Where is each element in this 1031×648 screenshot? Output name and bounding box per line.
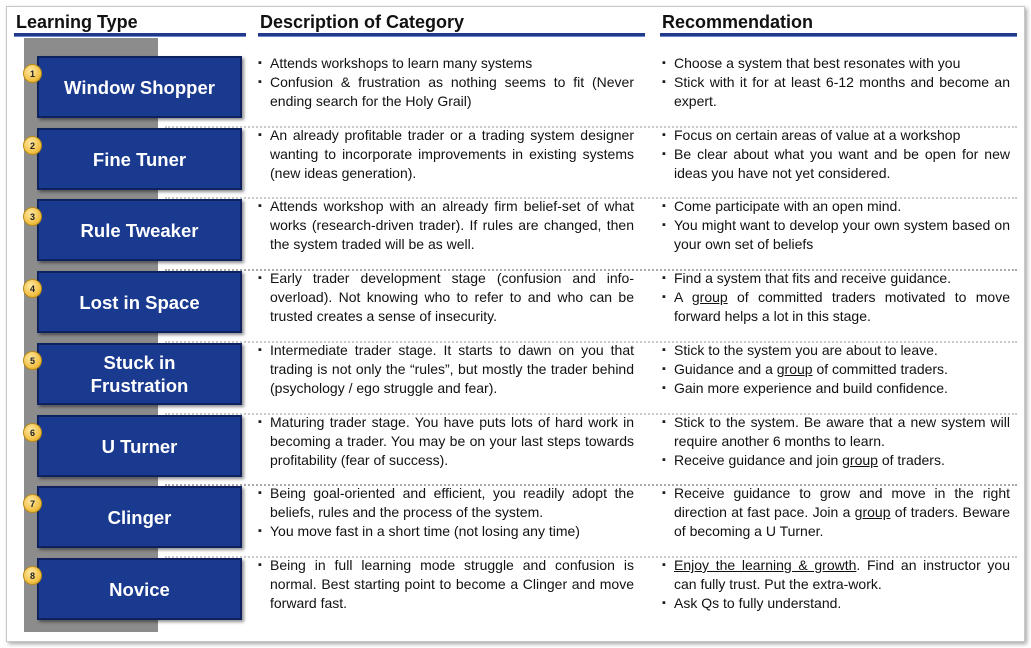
bullet-item bbox=[258, 73, 634, 111]
bullet-item bbox=[662, 379, 1010, 398]
header-description: Description of Category bbox=[260, 12, 465, 32]
bullet-text: Intermediate trader stage. It starts to dawn on you that trading is not only the “rules”, but mostly the trader behind (psychology / ego struggle and fear). bbox=[270, 342, 634, 396]
bullet-icon: ▪ bbox=[258, 344, 262, 356]
bullet-text: Stick to the system you are about to leave. bbox=[674, 342, 938, 358]
bullet-text: Ask Qs to fully understand. bbox=[674, 595, 842, 611]
bullet-item bbox=[258, 484, 634, 522]
bullet-item bbox=[258, 197, 634, 254]
recommendation-cell bbox=[662, 269, 1010, 326]
bullet-icon: ▪ bbox=[258, 57, 262, 69]
description-cell bbox=[258, 556, 634, 613]
bullet-icon: ▪ bbox=[662, 200, 666, 212]
bullet-item bbox=[258, 413, 634, 470]
underlined-text: group bbox=[854, 504, 891, 520]
bullet-icon: ▪ bbox=[662, 219, 666, 231]
learning-type-label: U Turner bbox=[101, 435, 178, 457]
bullet-text: Being goal-oriented and efficient, you readily adopt the beliefs, rules and the process of the system. bbox=[270, 485, 634, 520]
bullet-text: Find a system that fits and receive guidance. bbox=[674, 270, 952, 286]
bullet-text: Confusion & frustration as nothing seems to fit (Never ending search for the Holy Grail) bbox=[270, 74, 634, 109]
bullet-icon: ▪ bbox=[662, 382, 666, 394]
bullet-item bbox=[662, 73, 1010, 111]
bullet-text: Come participate with an open mind. bbox=[674, 198, 902, 214]
bullet-icon: ▪ bbox=[662, 148, 666, 160]
bullet-item bbox=[258, 341, 634, 398]
recommendation-cell bbox=[662, 126, 1010, 183]
recommendation-cell bbox=[662, 341, 1010, 398]
learning-type-tile bbox=[37, 558, 242, 620]
bullet-text: Choose a system that best resonates with you bbox=[674, 55, 961, 71]
bullet-item bbox=[662, 484, 1010, 541]
bullet-item bbox=[662, 451, 1010, 470]
description-cell bbox=[258, 126, 634, 183]
bullet-item bbox=[662, 54, 1010, 73]
bullet-item bbox=[258, 522, 634, 541]
bullet-text: Be clear about what you want and be open for new ideas you have not yet considered. bbox=[674, 146, 1010, 181]
description-cell bbox=[258, 484, 634, 541]
bullet-text: You might want to develop your own system based on your own set of beliefs bbox=[674, 217, 1010, 252]
bullet-text: A group of committed traders motivated to move forward helps a lot in this stage. bbox=[674, 289, 1010, 324]
bullet-text: Attends workshops to learn many systems bbox=[270, 55, 533, 71]
learning-type-tile bbox=[37, 415, 242, 477]
bullet-item bbox=[662, 197, 1010, 216]
learning-type-tile bbox=[37, 56, 242, 118]
bullet-item bbox=[662, 594, 1010, 613]
bullet-icon: ▪ bbox=[662, 454, 666, 466]
bullet-item bbox=[662, 341, 1010, 360]
bullet-text: Receive guidance to grow and move in the right direction at fast pace. Join a group of traders. Beware of becoming a U Turner. bbox=[674, 485, 1010, 539]
bullet-icon: ▪ bbox=[258, 200, 262, 212]
bullet-item bbox=[662, 145, 1010, 183]
bullet-icon: ▪ bbox=[662, 57, 666, 69]
bullet-item bbox=[258, 556, 634, 613]
recommendation-cell bbox=[662, 413, 1010, 470]
bullet-icon: ▪ bbox=[258, 487, 262, 499]
bullet-icon: ▪ bbox=[662, 597, 666, 609]
recommendation-cell bbox=[662, 54, 1010, 111]
row-number-badge: 4 bbox=[23, 279, 42, 298]
bullet-text: Stick with it for at least 6-12 months and become an expert. bbox=[674, 74, 1010, 109]
bullet-icon: ▪ bbox=[258, 129, 262, 141]
learning-type-label: Fine Tuner bbox=[92, 148, 187, 170]
learning-type-label: Window Shopper bbox=[64, 76, 215, 98]
bullet-text: Attends workshop with an already firm belief-set of what works (research-driven trader). If rules are changed, then the system traded will be as well. bbox=[270, 198, 634, 252]
bullet-text: Enjoy the learning & growth. Find an instructor you can fully trust. Put the extra-work. bbox=[674, 557, 1010, 592]
recommendation-cell bbox=[662, 556, 1010, 613]
bullet-item bbox=[662, 216, 1010, 254]
recommendation-cell bbox=[662, 484, 1010, 541]
bullet-icon: ▪ bbox=[662, 76, 666, 88]
bullet-item bbox=[662, 556, 1010, 594]
learning-type-tile bbox=[37, 199, 242, 261]
bullet-item bbox=[662, 126, 1010, 145]
description-cell bbox=[258, 413, 634, 470]
learning-type-tile bbox=[37, 128, 242, 190]
bullet-item bbox=[662, 413, 1010, 451]
bullet-icon: ▪ bbox=[258, 76, 262, 88]
bullet-item bbox=[258, 54, 634, 73]
description-cell bbox=[258, 269, 634, 326]
bullet-text: An already profitable trader or a trading system designer wanting to incorporate improvements in existing systems (new ideas generation). bbox=[270, 127, 634, 181]
bullet-icon: ▪ bbox=[662, 344, 666, 356]
underlined-text: group bbox=[691, 289, 728, 305]
bullet-icon: ▪ bbox=[258, 416, 262, 428]
underlined-text: group bbox=[842, 452, 878, 468]
learning-type-tile bbox=[37, 271, 242, 333]
bullet-item bbox=[258, 269, 634, 326]
row-number-badge: 1 bbox=[23, 64, 42, 83]
header-learning-type: Learning Type bbox=[16, 12, 138, 32]
row-number-badge: 7 bbox=[23, 494, 42, 513]
row-number-badge: 6 bbox=[23, 423, 42, 442]
row-number-badge: 8 bbox=[23, 566, 42, 585]
underlined-text: Enjoy the learning & growth bbox=[674, 557, 857, 573]
bullet-text: Focus on certain areas of value at a workshop bbox=[674, 127, 961, 143]
recommendation-cell bbox=[662, 197, 1010, 254]
header-underline-rec bbox=[660, 33, 1017, 37]
bullet-icon: ▪ bbox=[662, 487, 666, 499]
learning-type-label: Stuck in Frustration bbox=[90, 352, 189, 396]
bullet-text: Stick to the system. Be aware that a new system will require another 6 months to learn. bbox=[674, 414, 1010, 449]
learning-type-label: Rule Tweaker bbox=[80, 219, 199, 241]
header-underline-type bbox=[14, 33, 246, 37]
bullet-icon: ▪ bbox=[662, 559, 666, 571]
learning-type-label: Lost in Space bbox=[79, 291, 200, 313]
bullet-icon: ▪ bbox=[258, 272, 262, 284]
bullet-icon: ▪ bbox=[662, 363, 666, 375]
bullet-text: Maturing trader stage. You have puts lots of hard work in becoming a trader. You may be on your last steps towards profitability (fear of success). bbox=[270, 414, 634, 468]
row-number-badge: 3 bbox=[23, 207, 42, 226]
description-cell bbox=[258, 197, 634, 254]
row-number-badge: 5 bbox=[23, 351, 42, 370]
bullet-icon: ▪ bbox=[258, 525, 262, 537]
header-underline-desc bbox=[258, 33, 645, 37]
description-cell bbox=[258, 54, 634, 111]
header-recommendation: Recommendation bbox=[662, 12, 814, 32]
bullet-icon: ▪ bbox=[662, 272, 666, 284]
underlined-text: group bbox=[776, 361, 813, 377]
bullet-text: Receive guidance and join group of traders. bbox=[674, 452, 945, 468]
learning-type-tile bbox=[37, 486, 242, 548]
learning-type-tile bbox=[37, 343, 242, 405]
bullet-icon: ▪ bbox=[258, 559, 262, 571]
learning-type-label: Clinger bbox=[107, 506, 172, 528]
bullet-text: Early trader development stage (confusion and info-overload). Not knowing who to refer to and who can be trusted creates a sense of insecurity. bbox=[270, 270, 634, 324]
bullet-icon: ▪ bbox=[662, 416, 666, 428]
bullet-text: Guidance and a group of committed traders. bbox=[674, 361, 948, 377]
bullet-item bbox=[258, 126, 634, 183]
bullet-item bbox=[662, 269, 1010, 288]
learning-type-label: Novice bbox=[109, 578, 170, 600]
description-cell bbox=[258, 341, 634, 398]
bullet-text: You move fast in a short time (not losing any time) bbox=[270, 523, 580, 539]
bullet-item bbox=[662, 360, 1010, 379]
bullet-icon: ▪ bbox=[662, 291, 666, 303]
bullet-item bbox=[662, 288, 1010, 326]
bullet-text: Gain more experience and build confidence. bbox=[674, 380, 948, 396]
bullet-icon: ▪ bbox=[662, 129, 666, 141]
row-number-badge: 2 bbox=[23, 136, 42, 155]
bullet-text: Being in full learning mode struggle and confusion is normal. Best starting point to become a Clinger and move forward fast. bbox=[270, 557, 634, 611]
